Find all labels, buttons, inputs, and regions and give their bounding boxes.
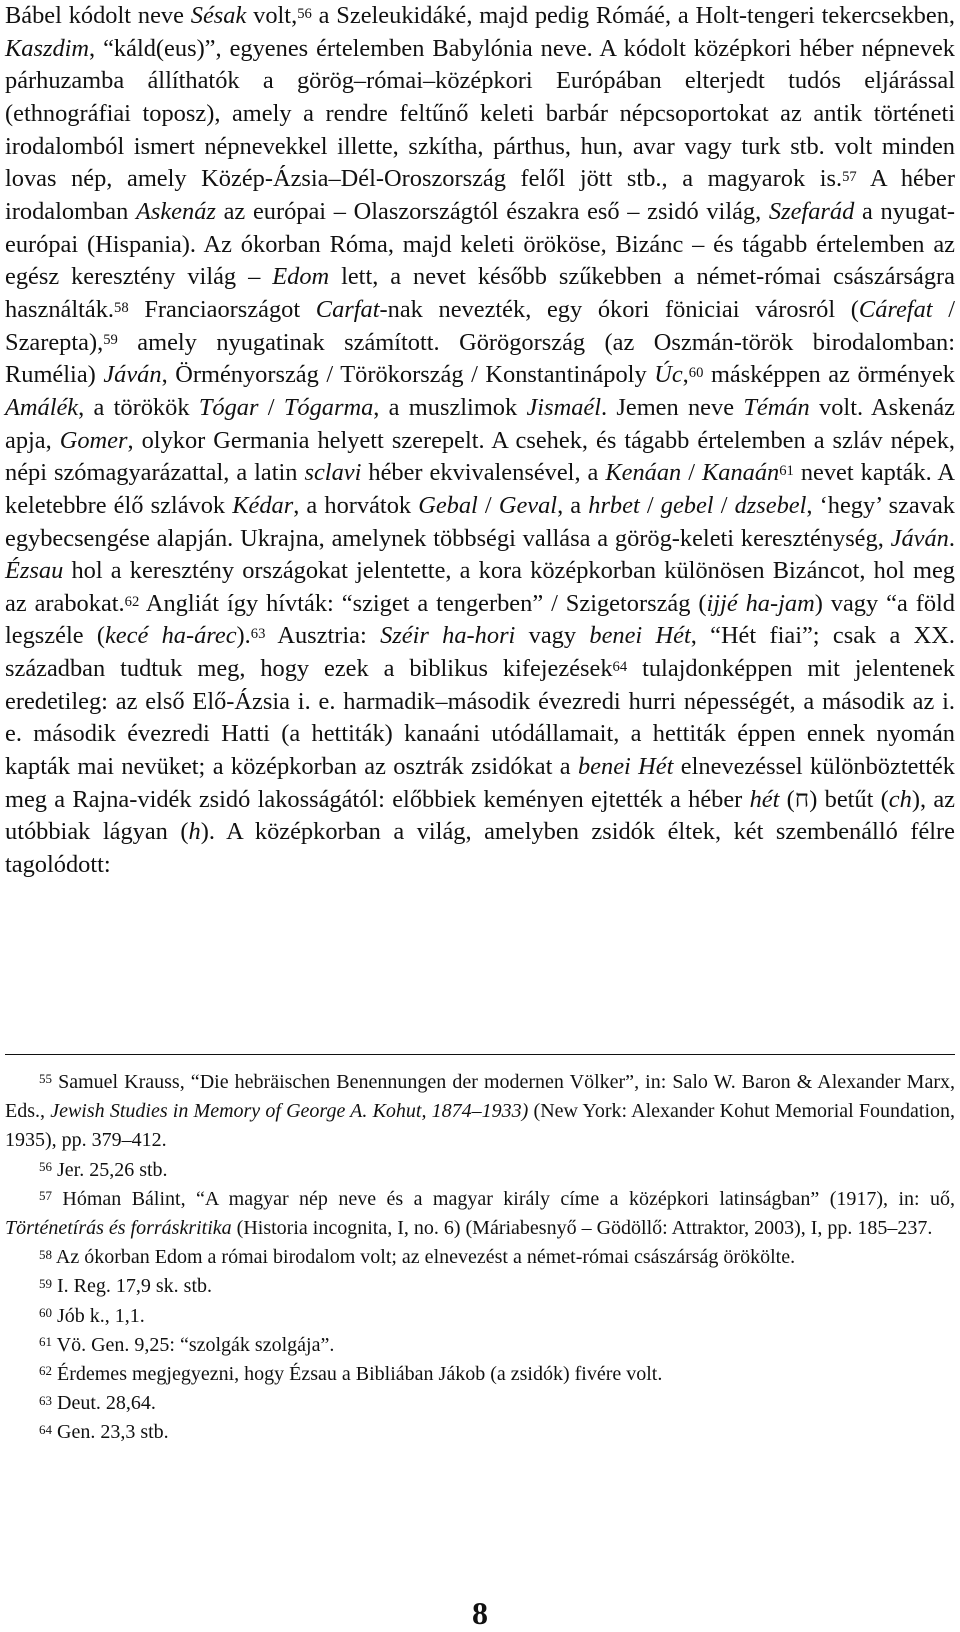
footnote-number: 60 (39, 1305, 52, 1321)
italic-text: ch (888, 785, 912, 813)
footnote-63 (5, 1389, 955, 1418)
text-run: ). (236, 622, 251, 650)
text-run: Samuel Krauss, “Die hebräischen Benennungen der modernen Völker”, in: Salo W. Baron & Alexander Marx, Eds., (5, 1071, 955, 1123)
text-run: Hóman Bálint, “A magyar nép neve és a magyar király címe a középkori latinságban” (1917), in: uő, (52, 1187, 955, 1210)
italic-text: Jismaél (526, 393, 601, 421)
footnote-reference: 58 (114, 299, 129, 316)
italic-text: Kaszdim (5, 34, 90, 62)
text-run: (New York: Alexander Kohut Memorial Foundation, 1935), pp. 379–412. (5, 1100, 955, 1152)
text-run: , Örményország / Törökország / Konstantinápoly (161, 361, 655, 389)
text-run: , a horvátok (293, 491, 419, 519)
footnote-reference: 62 (124, 593, 140, 610)
italic-text: hrbet (588, 491, 640, 519)
italic-text: Jáván (890, 524, 949, 552)
italic-text: Cárefat (858, 295, 933, 323)
text-run: volt, (246, 2, 298, 29)
footnote-reference: 59 (103, 332, 118, 349)
footnotes-section (5, 1068, 955, 1448)
text-run: Az ókorban Edom a római birodalom volt; az elnevezést a német-római császárság örökölte. (52, 1246, 796, 1269)
italic-text: Askenáz (135, 197, 216, 225)
italic-text: Sésak (190, 2, 247, 29)
text-run: hol a keresztény országokat jelentette, a kora középkorban különösen Bizáncot, hol meg az arabokat. (5, 557, 955, 617)
page-number: 8 (472, 1595, 488, 1631)
text-run: / (681, 459, 702, 487)
text-run: lett, a nevet később szűkebben a német-római császárságra használták. (5, 263, 955, 323)
italic-text: benei Hét (577, 753, 674, 781)
footnote-reference: 64 (612, 659, 628, 676)
text-run: elnevezéssel különböztették meg a Rajna-vidék zsidó lakosságától: előbbiek keményen ejtették a héber (5, 753, 955, 813)
text-run: Bábel kódolt neve (5, 2, 191, 29)
text-run: héber ekvivalensével, a (361, 459, 606, 487)
italic-text: sclavi (304, 459, 362, 487)
text-run: vagy (515, 622, 590, 650)
text-run: volt. Askenáz apja, (5, 393, 955, 454)
text-run: / Szarepta), (5, 295, 955, 356)
italic-text: Edom (272, 263, 330, 291)
text-run: az európai – Olaszországtól északra eső – zsidó világ, (215, 197, 769, 225)
text-run: ). A középkorban a világ, amelyben zsidók éltek, két szembenálló félre tagolódott: (5, 818, 955, 879)
text-run: Jób k., 1,1. (52, 1304, 145, 1327)
footnote-55 (5, 1068, 955, 1156)
text-run: Ausztria: (265, 622, 381, 650)
italic-text: benei Hét (589, 622, 691, 650)
text-run: -nak nevezték, egy ókori föniciai városról ( (379, 295, 859, 323)
text-run: a Szeleukidáké, majd pedig Rómáé, a Holt-tengeri tekercsekben, (311, 2, 955, 29)
italic-text: Gomer (59, 426, 128, 454)
text-run: , (682, 361, 689, 389)
italic-text: Carfat (315, 295, 380, 323)
footnote-58 (5, 1243, 955, 1272)
italic-text: Kanaán (701, 459, 780, 487)
text-run: Angliát így hívták: “sziget a tengerben” / Szigetország ( (139, 589, 707, 617)
footnote-reference: 56 (297, 5, 312, 22)
footnote-59 (5, 1272, 955, 1301)
footnote-number: 59 (39, 1275, 52, 1291)
text-run: amely nyugatinak számított. Görögország (az Oszmán-török birodalomban: Rumélia) (5, 328, 955, 389)
footnote-reference: 61 (779, 463, 794, 480)
footnote-62 (5, 1360, 955, 1389)
footnote-number: 57 (39, 1188, 52, 1204)
text-run: Gen. 23,3 stb. (52, 1421, 169, 1444)
footnote-reference: 57 (842, 169, 857, 186)
text-run: nevet kapták. A keletebbre élő szlávok (5, 459, 956, 519)
text-run: I. Reg. 17,9 sk. stb. (52, 1275, 212, 1298)
text-run: (ח) betűt ( (779, 785, 889, 813)
italic-text: gebel (660, 491, 714, 519)
text-run: , “Hét fiai”; csak a XX. században tudtuk meg, hogy ezek a biblikus kifejezések (5, 622, 955, 683)
text-run: , a törökök (78, 393, 199, 421)
text-run: , a muszlimok (373, 393, 527, 421)
italic-text: Jáván (103, 361, 162, 389)
text-run: / (713, 491, 735, 519)
italic-text: dzsebel (734, 491, 807, 519)
footnote-60 (5, 1302, 955, 1331)
italic-text: Amálék (5, 393, 79, 421)
footnote-number: 56 (39, 1159, 52, 1175)
italic-text: ijjé ha-jam (706, 589, 815, 617)
text-run: Érdemes megjegyezni, hogy Ézsau a Bibliában Jákob (a zsidók) fivére volt. (52, 1363, 663, 1386)
italic-text: Úc (654, 361, 683, 389)
text-run: másképpen az örmények (703, 361, 955, 389)
text-run: (Historia incognita, I, no. 6) (Máriabesnyő – Gödöllő: Attraktor, 2003), I, pp. 185–237. (231, 1217, 933, 1240)
text-run: ), az utóbbiak lágyan ( (5, 785, 955, 846)
italic-text: Tógar (198, 393, 259, 421)
italic-text: Tógarma (283, 393, 374, 421)
footnote-separator (5, 1054, 955, 1055)
text-run: / (477, 491, 499, 519)
italic-text: Történetírás és forráskritika (5, 1217, 232, 1240)
footnote-number: 61 (39, 1334, 52, 1350)
footnote-number: 62 (39, 1363, 52, 1379)
italic-text: Geval (498, 491, 558, 519)
text-run: . (948, 524, 955, 552)
footnote-number: 63 (39, 1392, 52, 1408)
text-run: Vö. Gen. 9,25: “szolgák szolgája”. (52, 1333, 335, 1356)
text-run: , ‘hegy’ szavak egybecsengése alapján. Ukrajna, amelynek többségi vallása a görög-keleti kereszténység, (5, 491, 955, 552)
text-run: A héber irodalomban (5, 165, 956, 225)
italic-text: Témán (743, 393, 810, 421)
text-run: , olykor Germania helyett szerepelt. A csehek, és tágabb értelemben a szláv népek, népi szómagyarázattal, a latin (5, 426, 955, 487)
text-run: , a (557, 491, 589, 519)
text-run: , “káld(eus)”, egyenes értelemben Babylónia neve. A kódolt középkori héber népnevek párhuzamba állíthatók a görög–római–középkori Európában elterjedt tudós eljárással (ethnográfiai toposz), amely a rendre feltűnő keleti barbár népcsoportokat az antik történeti irodalomból ismert népnevekkel illette, szkítha, párthus, hun, avar vagy turk stb. volt minden lovas nép, amely Közép-Ázsia–Dél-Oroszország felől jött stb., a magyarok is. (5, 34, 955, 193)
body-paragraph (5, 0, 955, 882)
italic-text: Ézsau (5, 557, 64, 585)
italic-text: hét (749, 785, 780, 813)
text-run: Franciaországot (128, 295, 316, 323)
footnote-number: 64 (39, 1421, 52, 1437)
text-run: . Jemen neve (601, 393, 744, 421)
footnote-reference: 63 (250, 626, 266, 643)
text-run: Deut. 28,64. (52, 1392, 156, 1415)
italic-text: Kédar (232, 491, 294, 519)
footnote-number: 55 (39, 1071, 52, 1087)
italic-text: Széir ha-hori (380, 622, 516, 650)
footnote-61 (5, 1331, 955, 1360)
footnote-reference: 60 (688, 365, 704, 382)
italic-text: Gebal (418, 491, 478, 519)
italic-text: kecé ha-árec (104, 622, 237, 650)
italic-text: Jewish Studies in Memory of George A. Kohut, 1874–1933) (50, 1100, 529, 1123)
text-run: / (639, 491, 661, 519)
text-run: / (258, 393, 284, 421)
italic-text: h (188, 818, 201, 846)
text-run: Jer. 25,26 stb. (52, 1158, 168, 1181)
text-run: tulajdonképpen mit jelentenek eredetileg: az első Elő-Ázsia i. e. harmadik–második évezredi hurri népességét, a második az i. e. második évezredi Hatti (a hettiták) kanaáni utódállamait, a hettiták éppen ennek nyomán kapták mai nevüket; a középkorban az osztrák zsidókat a (5, 655, 956, 781)
italic-text: Szefarád (768, 197, 855, 225)
footnote-56 (5, 1156, 955, 1185)
footnote-64 (5, 1418, 955, 1447)
footnote-number: 58 (39, 1246, 52, 1262)
footnote-57 (5, 1185, 955, 1243)
text-run: ) vagy “a föld legszéle ( (5, 589, 955, 650)
text-run: a nyugat-európai (Hispania). Az ókorban Róma, majd keleti örököse, Bizánc – és tágabb értelemben az egész keresztény világ – (5, 197, 955, 291)
italic-text: Kenáan (605, 459, 682, 487)
